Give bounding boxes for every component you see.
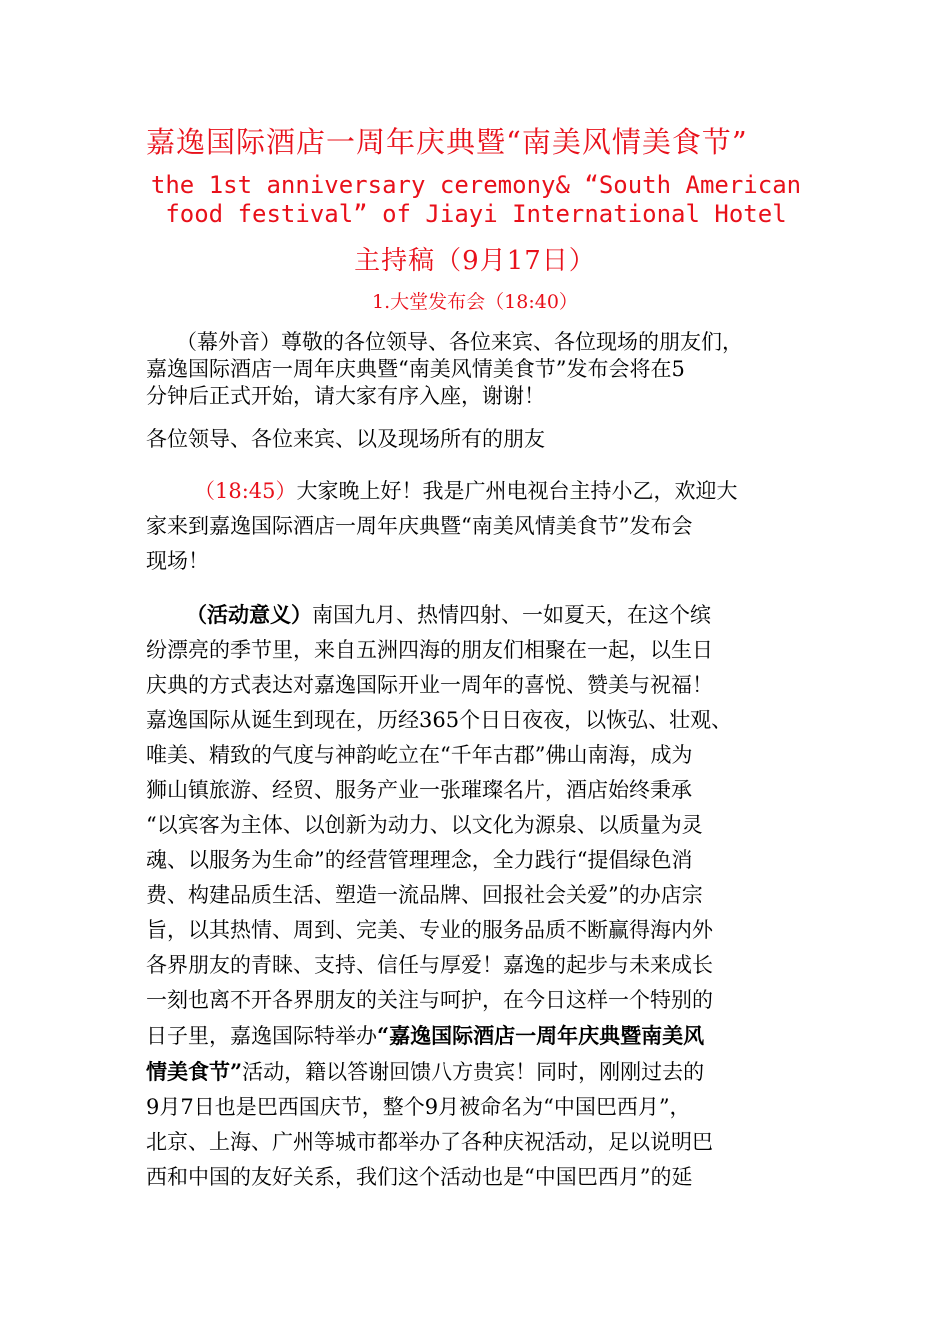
paragraph-line: 庆典的方式表达对嘉逸国际开业一周年的喜悦、赞美与祝福！ xyxy=(146,673,713,697)
paragraph-line: 一刻也离不开各界朋友的关注与呵护，在今日这样一个特别的 xyxy=(146,988,713,1012)
paragraph-line xyxy=(146,1018,826,1054)
paragraph-line: 唯美、精致的气度与神韵屹立在“千年古郡”佛山南海，成为 xyxy=(146,743,693,767)
event-name-bold: “嘉逸国际酒店一周年庆典暨南美风 xyxy=(377,1023,705,1048)
paragraph-line xyxy=(146,1054,826,1090)
paragraph-line xyxy=(146,597,826,633)
title-en-line-1: the 1st anniversary ceremony& “South American xyxy=(150,171,802,199)
title-en-line-2: food festival” of Jiayi International Hotel xyxy=(165,200,787,228)
paragraph-greeting xyxy=(146,424,826,455)
paragraph-line: 北京、上海、广州等城市都举办了各种庆祝活动，足以说明巴 xyxy=(146,1130,713,1154)
paragraph-host-opening xyxy=(146,474,826,579)
time-marker: （18:45） xyxy=(194,479,297,503)
paragraph-text: 南国九月、热情四射、一如夏天，在这个缤 xyxy=(312,603,711,627)
document-title-cn: 嘉逸国际酒店一周年庆典暨“南美风情美食节” xyxy=(146,125,748,159)
paragraph-line: 各界朋友的青睐、支持、信任与厚爱！嘉逸的起步与未来成长 xyxy=(146,953,713,977)
paragraph-line: 家来到嘉逸国际酒店一周年庆典暨“南美风情美食节”发布会 xyxy=(146,514,693,538)
paragraph-line: 嘉逸国际从诞生到现在，历经365个日日夜夜，以恢弘、壮观、 xyxy=(146,708,733,732)
document-title-en xyxy=(140,171,812,229)
paragraph-line: 旨，以其热情、周到、完美、专业的服务品质不断赢得海内外 xyxy=(146,918,713,942)
paragraph-line: 分钟后正式开始，请大家有序入座，谢谢！ xyxy=(146,384,545,408)
paragraph-line: 各位领导、各位来宾、以及现场所有的朋友 xyxy=(146,427,545,451)
paragraph-line: 魂、以服务为生命”的经营管理理念，全力践行“提倡绿色消 xyxy=(146,848,693,872)
paragraph-line xyxy=(146,474,826,509)
paragraph-text: 活动，籍以答谢回馈八方贵宾！同时，刚刚过去的 xyxy=(242,1060,705,1084)
paragraph-text: 大家晚上好！我是广州电视台主持小乙，欢迎大 xyxy=(296,479,738,503)
section-heading: 1.大堂发布会（18:40） xyxy=(372,291,578,313)
paragraph-line: 纷漂亮的季节里，来自五洲四海的朋友们相聚在一起，以生日 xyxy=(146,638,713,662)
paragraph-event-significance xyxy=(146,597,826,1195)
paragraph-text: 日子里，嘉逸国际特举办 xyxy=(146,1024,377,1048)
section-lead: （活动意义） xyxy=(186,602,312,627)
event-name-bold: 情美食节” xyxy=(146,1059,243,1084)
paragraph-line: 狮山镇旅游、经贸、服务产业一张璀璨名片，酒店始终秉承 xyxy=(146,778,692,802)
paragraph-line: “以宾客为主体、以创新为动力、以文化为源泉、以质量为灵 xyxy=(146,813,703,837)
paragraph-line: 费、构建品质生活、塑造一流品牌、回报社会关爱”的办店宗 xyxy=(146,883,703,907)
paragraph-line: 现场！ xyxy=(146,549,209,573)
paragraph-line: 9月7日也是巴西国庆节，整个9月被命名为“中国巴西月”， xyxy=(146,1095,691,1119)
paragraph-line: 嘉逸国际酒店一周年庆典暨“南美风情美食节”发布会将在5 xyxy=(146,357,685,381)
paragraph-line: 西和中国的友好关系，我们这个活动也是“中国巴西月”的延 xyxy=(146,1165,693,1189)
paragraph-line: （幕外音）尊敬的各位领导、各位来宾、各位现场的朋友们， xyxy=(176,330,743,354)
paragraph-offstage-announcement xyxy=(146,329,826,410)
document-subtitle: 主持稿（9月17日） xyxy=(354,246,596,276)
